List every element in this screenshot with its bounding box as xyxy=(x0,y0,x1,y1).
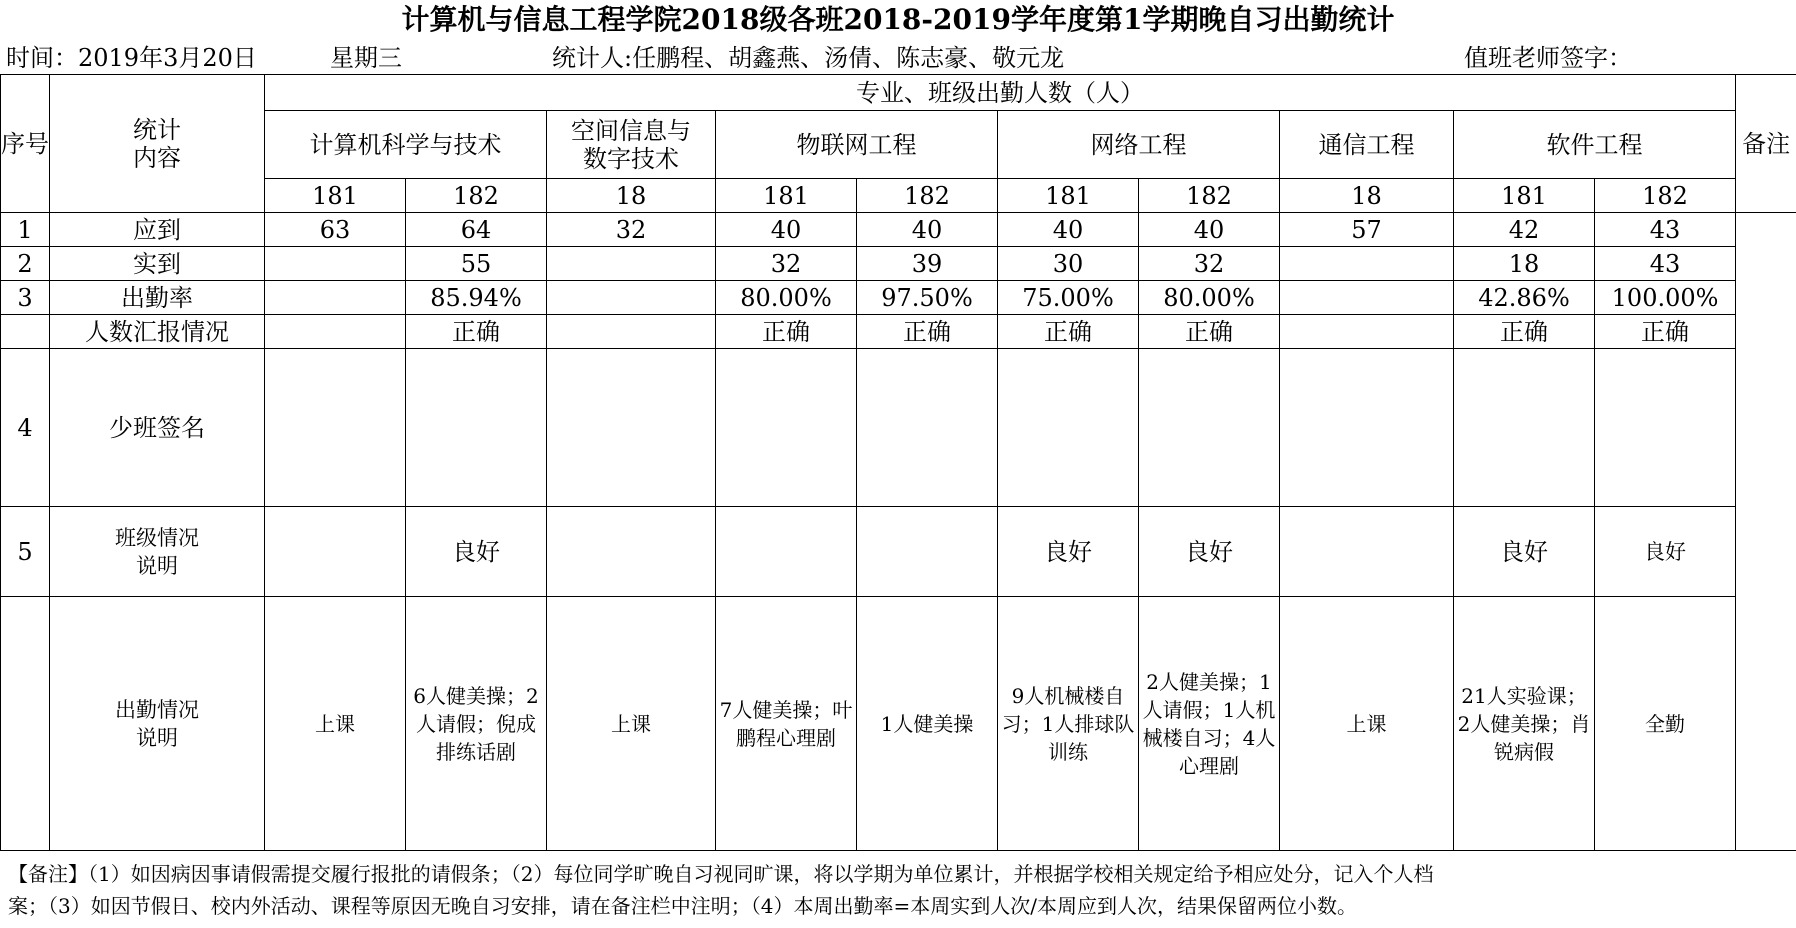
data-cell xyxy=(265,247,406,281)
major-iot: 物联网工程 xyxy=(716,111,998,179)
info-time: 时间：2019年3月20日 xyxy=(6,44,257,72)
class-cell: 18 xyxy=(1280,179,1454,213)
class-cell: 182 xyxy=(1595,179,1736,213)
data-cell: 32 xyxy=(716,247,857,281)
data-cell: 正确 xyxy=(1139,315,1280,349)
row-seq: 3 xyxy=(1,281,50,315)
signature-cell[interactable] xyxy=(857,349,998,507)
data-cell: 39 xyxy=(857,247,998,281)
footer-line-2: 案；（3）如因节假日、校内外活动、课程等原因无晚自习安排，请在备注栏中注明；（4）本周出勤率=本周实到人次/本周应到人次，结果保留两位小数。 xyxy=(8,894,1357,918)
signature-cell[interactable] xyxy=(1139,349,1280,507)
major-network: 网络工程 xyxy=(998,111,1280,179)
footer-notes xyxy=(8,858,1788,922)
data-cell: 80.00% xyxy=(1139,281,1280,315)
data-cell xyxy=(265,281,406,315)
table-row xyxy=(1,315,1796,349)
data-cell: 43 xyxy=(1595,213,1736,247)
major-spatial: 空间信息与 数字技术 xyxy=(547,111,716,179)
data-cell: 55 xyxy=(406,247,547,281)
data-cell xyxy=(547,315,716,349)
class-cell: 182 xyxy=(1139,179,1280,213)
class-cell: 182 xyxy=(857,179,998,213)
data-cell xyxy=(716,507,857,597)
class-cell: 181 xyxy=(716,179,857,213)
signature-cell[interactable] xyxy=(547,349,716,507)
attendance-table xyxy=(0,74,1796,851)
data-cell: 9人机械楼自习；1人排球队训练 xyxy=(998,597,1139,851)
row-seq xyxy=(1,597,50,851)
data-cell: 正确 xyxy=(716,315,857,349)
class-cell: 181 xyxy=(1454,179,1595,213)
info-weekday: 星期三 xyxy=(330,44,402,72)
data-cell: 良好 xyxy=(406,507,547,597)
data-cell: 30 xyxy=(998,247,1139,281)
signature-cell[interactable] xyxy=(265,349,406,507)
signature-cell[interactable] xyxy=(998,349,1139,507)
row-label: 出勤率 xyxy=(50,281,265,315)
data-cell xyxy=(265,315,406,349)
row-seq: 4 xyxy=(1,349,50,507)
data-cell: 32 xyxy=(1139,247,1280,281)
signature-cell[interactable] xyxy=(1595,349,1736,507)
data-cell: 正确 xyxy=(1454,315,1595,349)
data-cell: 40 xyxy=(716,213,857,247)
major-cs: 计算机科学与技术 xyxy=(265,111,547,179)
row-label: 应到 xyxy=(50,213,265,247)
data-cell xyxy=(265,507,406,597)
signature-cell[interactable] xyxy=(1454,349,1595,507)
sheet-title: 计算机与信息工程学院2018级各班2018-2019学年度第1学期晚自习出勤统计 xyxy=(401,3,1395,36)
data-cell: 全勤 xyxy=(1595,597,1736,851)
data-cell: 40 xyxy=(1139,213,1280,247)
table-row xyxy=(1,247,1796,281)
header-seq: 序号 xyxy=(1,75,50,213)
table-row xyxy=(1,281,1796,315)
row-label: 少班签名 xyxy=(50,349,265,507)
data-cell: 97.50% xyxy=(857,281,998,315)
data-cell: 43 xyxy=(1595,247,1736,281)
class-cell: 182 xyxy=(406,179,547,213)
data-cell: 正确 xyxy=(1595,315,1736,349)
header-remark: 备注 xyxy=(1736,75,1796,213)
data-cell: 1人健美操 xyxy=(857,597,998,851)
signature-cell[interactable] xyxy=(406,349,547,507)
data-cell: 上课 xyxy=(547,597,716,851)
table-row xyxy=(1,349,1796,507)
data-cell: 63 xyxy=(265,213,406,247)
data-cell xyxy=(857,507,998,597)
data-cell: 80.00% xyxy=(716,281,857,315)
header-group: 专业、班级出勤人数（人） xyxy=(265,75,1736,111)
major-telecom: 通信工程 xyxy=(1280,111,1454,179)
row-seq: 2 xyxy=(1,247,50,281)
class-cell: 181 xyxy=(265,179,406,213)
data-cell: 40 xyxy=(998,213,1139,247)
row-label: 出勤情况 说明 xyxy=(50,597,265,851)
info-stat-people: 统计人:任鹏程、胡鑫燕、汤倩、陈志豪、敬元龙 xyxy=(552,44,1065,72)
class-cell: 181 xyxy=(998,179,1139,213)
header-stat-content: 统计 内容 xyxy=(50,75,265,213)
table-row xyxy=(1,507,1796,597)
data-cell: 32 xyxy=(547,213,716,247)
data-cell: 21人实验课；2人健美操；肖锐病假 xyxy=(1454,597,1595,851)
data-cell: 上课 xyxy=(265,597,406,851)
data-cell: 良好 xyxy=(998,507,1139,597)
signature-cell[interactable] xyxy=(1280,349,1454,507)
table-row xyxy=(1,213,1796,247)
data-cell xyxy=(547,281,716,315)
data-cell: 42 xyxy=(1454,213,1595,247)
data-cell: 75.00% xyxy=(998,281,1139,315)
row-label: 人数汇报情况 xyxy=(50,315,265,349)
data-cell: 100.00% xyxy=(1595,281,1736,315)
data-cell xyxy=(1280,507,1454,597)
remark-cell xyxy=(1736,213,1796,851)
row-seq xyxy=(1,315,50,349)
data-cell: 7人健美操；叶鹏程心理剧 xyxy=(716,597,857,851)
major-software: 软件工程 xyxy=(1454,111,1736,179)
row-label: 班级情况 说明 xyxy=(50,507,265,597)
data-cell xyxy=(1280,247,1454,281)
row-seq: 5 xyxy=(1,507,50,597)
footer-line-1: 【备注】（1）如因病因事请假需提交履行报批的请假条；（2）每位同学旷晚自习视同旷课，将以学期为单位累计，并根据学校相关规定给予相应处分，记入个人档 xyxy=(8,862,1434,886)
data-cell: 良好 xyxy=(1595,507,1736,597)
data-cell: 6人健美操；2人请假；倪成排练话剧 xyxy=(406,597,547,851)
data-cell xyxy=(547,247,716,281)
data-cell xyxy=(547,507,716,597)
data-cell: 良好 xyxy=(1454,507,1595,597)
row-label: 实到 xyxy=(50,247,265,281)
data-cell: 40 xyxy=(857,213,998,247)
data-cell: 正确 xyxy=(998,315,1139,349)
row-seq: 1 xyxy=(1,213,50,247)
data-cell: 57 xyxy=(1280,213,1454,247)
data-cell xyxy=(1280,315,1454,349)
class-cell: 18 xyxy=(547,179,716,213)
data-cell: 良好 xyxy=(1139,507,1280,597)
data-cell: 2人健美操；1人请假；1人机械楼自习；4人心理剧 xyxy=(1139,597,1280,851)
signature-cell[interactable] xyxy=(716,349,857,507)
table-row xyxy=(1,597,1796,851)
data-cell: 85.94% xyxy=(406,281,547,315)
data-cell: 42.86% xyxy=(1454,281,1595,315)
data-cell: 64 xyxy=(406,213,547,247)
data-cell: 正确 xyxy=(406,315,547,349)
data-cell: 正确 xyxy=(857,315,998,349)
data-cell: 上课 xyxy=(1280,597,1454,851)
info-teacher-sign: 值班老师签字： xyxy=(1464,44,1632,72)
data-cell xyxy=(1280,281,1454,315)
data-cell: 18 xyxy=(1454,247,1595,281)
